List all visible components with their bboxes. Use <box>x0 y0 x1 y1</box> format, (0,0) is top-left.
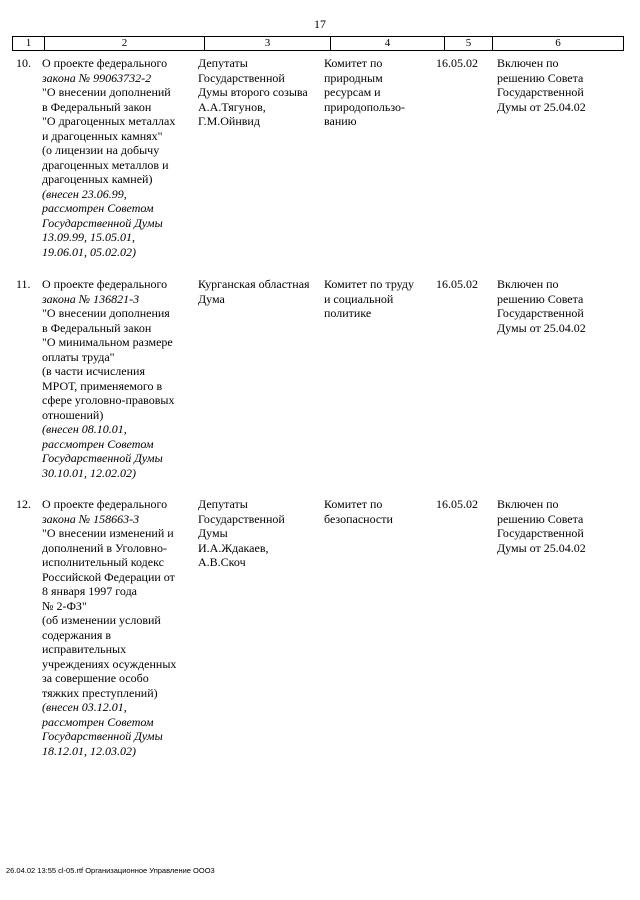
inclusion-basis-line: Включен по <box>497 277 559 291</box>
project-title-line: закона № 99063732-2 <box>42 70 152 85</box>
committee <box>324 56 438 129</box>
author-line: Дума <box>198 291 225 306</box>
inclusion-basis-line: Думы от 25.04.02 <box>497 540 586 555</box>
project-title-line: МРОТ, применяемого в <box>42 378 163 393</box>
row-number: 11. <box>16 277 31 291</box>
project-title-line: (об изменении условий <box>42 613 161 627</box>
author-line: Государственной <box>198 511 285 526</box>
inclusion-basis-line: Государственной <box>497 85 584 99</box>
project-title-line: отношений) <box>42 407 104 422</box>
author-line: Думы второго созыва <box>198 85 308 99</box>
project-title-line: О проекте федерального <box>42 277 168 291</box>
committee-line: ванию <box>324 114 357 128</box>
project-title-line: (о лицензии на добычу <box>42 143 160 157</box>
project-title-line: "О внесении дополнений <box>42 85 171 99</box>
project-title-line: "О внесении изменений и <box>42 526 174 540</box>
author-line: Г.М.Ойнвид <box>198 114 260 128</box>
project-title-line: дополнений в Уголовно- <box>42 540 168 555</box>
author <box>198 497 324 570</box>
project-title-line: 13.09.99, 15.05.01, <box>42 230 135 244</box>
author <box>198 56 324 129</box>
project-title-line: 18.12.01, 12.03.02) <box>42 743 136 758</box>
author-line: Депутаты <box>198 497 248 511</box>
project-title-line: закона № 136821-3 <box>42 291 140 306</box>
column-header-2: 2 <box>45 37 205 50</box>
column-header-3: 3 <box>205 37 331 50</box>
author-line: Курганская областная <box>198 277 310 291</box>
committee <box>324 497 438 526</box>
project-title-line: Государственной Думы <box>42 729 163 743</box>
project-title-line: (в части исчисления <box>42 364 145 378</box>
inclusion-basis <box>497 277 617 335</box>
author-line: И.А.Ждакаев, <box>198 540 269 555</box>
project-title-line: исполнительный кодекс <box>42 555 164 569</box>
project-title-line: 30.10.01, 12.02.02) <box>42 465 136 480</box>
project-title <box>42 497 202 758</box>
project-title-line: № 2-ФЗ" <box>42 598 87 613</box>
committee-line: Комитет по <box>324 497 383 511</box>
column-header-6: 6 <box>555 37 561 49</box>
review-date: 16.05.02 <box>436 56 478 70</box>
project-title-line: за совершение особо <box>42 671 149 685</box>
project-title-line: (внесен 03.12.01, <box>42 700 127 714</box>
project-title-line: Российской Федерации от <box>42 569 175 584</box>
committee-line: безопасности <box>324 511 393 526</box>
committee-line: Комитет по <box>324 56 383 70</box>
project-title-line: "О минимальном размере <box>42 335 173 349</box>
project-title-line: учреждениях осужденных <box>42 656 177 671</box>
project-title-line: исправительных <box>42 642 127 656</box>
project-title-line: содержания в <box>42 627 112 642</box>
project-title-line: рассмотрен Советом <box>42 436 154 451</box>
project-title-line: 8 января 1997 года <box>42 584 138 598</box>
author-line: Государственной <box>198 70 285 85</box>
author <box>198 277 324 306</box>
author-line: Депутаты <box>198 56 248 70</box>
project-title-line: и драгоценных камнях" <box>42 128 163 143</box>
row-number: 12. <box>16 497 31 511</box>
project-title-line: (внесен 08.10.01, <box>42 422 127 436</box>
column-header-5: 5 <box>445 37 493 50</box>
inclusion-basis <box>497 497 617 555</box>
page-number: 17 <box>314 17 326 31</box>
project-title-line: О проекте федерального <box>42 497 168 511</box>
author-line: А.В.Скоч <box>198 555 246 569</box>
inclusion-basis-line: Государственной <box>497 306 584 320</box>
inclusion-basis <box>497 56 617 114</box>
project-title-line: оплаты труда" <box>42 349 115 364</box>
inclusion-basis-line: Думы от 25.04.02 <box>497 320 586 335</box>
project-title-line: тяжких преступлений) <box>42 685 158 700</box>
column-header-4: 4 <box>331 37 445 50</box>
project-title-line: драгоценных металлов и <box>42 157 169 172</box>
committee-line: Комитет по труду <box>324 277 415 291</box>
review-date: 16.05.02 <box>436 497 478 511</box>
document-footer: 26.04.02 13:55 cl-05.rtf Организационное Управление ООО3 <box>6 866 215 875</box>
project-title-line: сфере уголовно-правовых <box>42 393 175 407</box>
project-title <box>42 56 202 259</box>
author-line: А.А.Тягунов, <box>198 99 266 114</box>
committee-line: природопользо- <box>324 99 405 114</box>
row-number: 10. <box>16 56 31 70</box>
project-title-line: в Федеральный закон <box>42 99 152 114</box>
author-line: Думы <box>198 526 228 540</box>
project-title-line: рассмотрен Советом <box>42 714 154 729</box>
inclusion-basis-line: Думы от 25.04.02 <box>497 99 586 114</box>
inclusion-basis-line: Государственной <box>497 526 584 540</box>
review-date: 16.05.02 <box>436 277 478 291</box>
column-header-1: 1 <box>13 37 45 50</box>
project-title-line: закона № 158663-3 <box>42 511 140 526</box>
committee <box>324 277 438 321</box>
committee-line: политике <box>324 306 372 320</box>
inclusion-basis-line: Включен по <box>497 497 559 511</box>
inclusion-basis-line: решению Совета <box>497 511 584 526</box>
project-title-line: "О внесении дополнения <box>42 306 170 320</box>
project-title-line: Государственной Думы <box>42 451 163 465</box>
project-title-line: 19.06.01, 05.02.02) <box>42 244 136 259</box>
committee-line: и социальной <box>324 291 394 306</box>
project-title-line: Государственной Думы <box>42 215 163 230</box>
project-title-line: О проекте федерального <box>42 56 168 70</box>
inclusion-basis-line: решению Совета <box>497 70 584 85</box>
project-title-line: "О драгоценных металлах <box>42 114 176 128</box>
inclusion-basis-line: решению Совета <box>497 291 584 306</box>
project-title-line: драгоценных камней) <box>42 172 153 186</box>
project-title-line: (внесен 23.06.99, <box>42 186 127 201</box>
column-header-row <box>12 36 624 51</box>
inclusion-basis-line: Включен по <box>497 56 559 70</box>
project-title-line: в Федеральный закон <box>42 320 152 335</box>
committee-line: ресурсам и <box>324 85 381 99</box>
project-title <box>42 277 202 480</box>
project-title-line: рассмотрен Советом <box>42 201 154 215</box>
committee-line: природным <box>324 70 383 85</box>
